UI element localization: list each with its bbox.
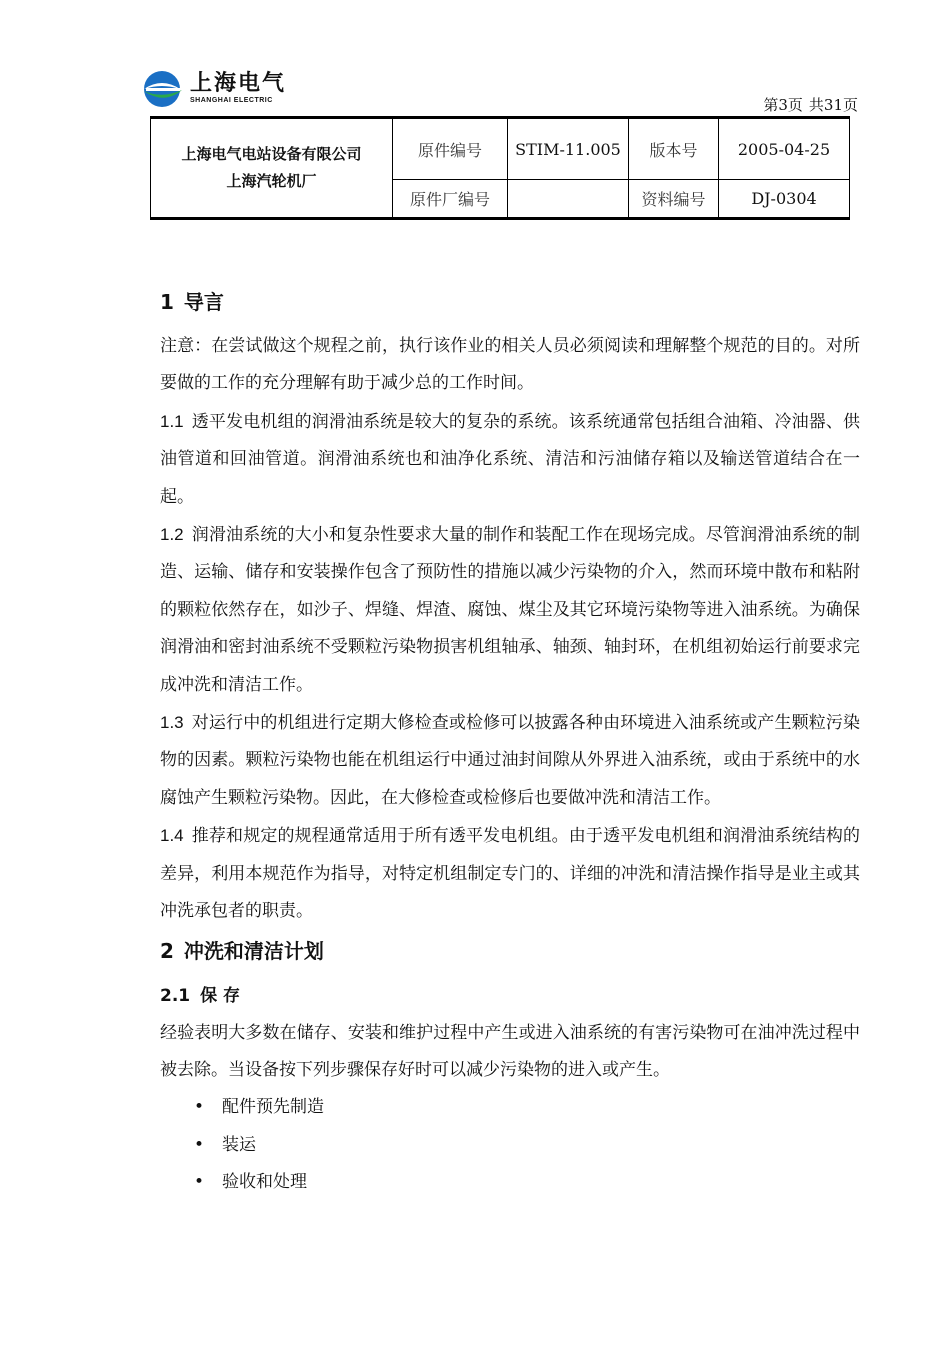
list-item: • 配件预先制造 [160,1089,860,1126]
version-value: 2005-04-25 [719,118,850,180]
item-text: 推荐和规定的规程通常适用于所有透平发电机组。由于透平发电机组和润滑油系统结构的差异，利用本规范作为指导，对特定机组制定专门的、详细的冲洗和清洁操作指导是业主或其冲洗承包者的职责。 [160,826,860,922]
item-number: 1.1 [160,411,184,431]
item-1-3 [160,704,860,817]
version-label: 版本号 [629,118,719,180]
shanghai-electric-logo-icon [142,70,186,108]
item-1-4 [160,817,860,930]
page-indicator [757,94,858,115]
factory-name: 上海汽轮机厂 [226,172,317,190]
page-total: 共31页 [808,96,858,114]
subsection-2-1-paragraph: 经验表明大多数在储存、安装和维护过程中产生或进入油系统的有害污染物可在油冲洗过程中被去除。当设备按下列步骤保存好时可以减少污染物的进入或产生。 [160,1022,860,1080]
section-2-title: 冲洗和清洁计划 [183,938,324,963]
subsection-2-1-title: 保 存 [200,985,241,1006]
item-text: 对运行中的机组进行定期大修检查或检修可以披露各种由环境进入油系统或产生颗粒污染物的因素。颗粒污染物也能在机组运行中通过油封间隙从外界进入油系统，或由于系统中的水腐蚀产生颗粒污染物。因此，在大修检查或检修后也要做冲洗和清洁工作。 [160,713,860,808]
item-number: 1.2 [160,525,184,545]
list-item: • 装运 [160,1127,860,1164]
doc-no-value: DJ-0304 [719,180,850,219]
item-number: 1.3 [160,713,184,733]
orig-factory-no-label: 原件厂编号 [393,180,508,219]
item-1-1 [160,403,860,516]
section-1-heading [160,282,860,322]
section-2-number: 2 [160,938,174,963]
list-item: • 验收和处理 [160,1164,860,1201]
doc-no-label: 资料编号 [629,180,719,219]
item-text: 润滑油系统的大小和复杂性要求大量的制作和装配工作在现场完成。尽管润滑油系统的制造、运输、储存和安装操作包含了预防性的措施以减少污染物的介入，然而环境中散布和粘附的颗粒依然存在，如沙子、焊缝、焊渣、腐蚀、煤尘及其它环境污染物等进入油系统。为确保润滑油和密封油系统不受颗粒污染物损害机组轴承、轴颈、轴封环，在机组初始运行前要求完成冲洗和清洁工作。 [160,525,860,695]
orig-no-value: STIM-11.005 [508,118,629,180]
section-2-heading [160,931,860,971]
item-1-2 [160,516,860,704]
company-name: 上海电气电站设备有限公司 [181,145,362,163]
section-1-number: 1 [160,290,174,314]
item-number: 1.4 [160,826,184,846]
orig-factory-no-value [508,180,629,219]
item-text: 透平发电机组的润滑油系统是较大的复杂的系统。该系统通常包括组合油箱、冷油器、供油管道和回油管道。润滑油系统也和油净化系统、清洁和污油储存箱以及输送管道结合在一起。 [160,411,860,507]
section-1-title: 导言 [183,290,224,314]
document-body [160,282,860,1202]
company-cell [151,118,393,219]
page-current: 第3页 [763,96,803,114]
subsection-2-1-number: 2.1 [160,985,191,1006]
company-logo [142,70,292,110]
logo-english-text: SHANGHAI ELECTRIC [190,97,273,104]
storage-steps-list [160,1089,860,1201]
orig-no-label: 原件编号 [393,118,508,180]
document-header-table [150,116,850,220]
section-1-intro: 注意：在尝试做这个规程之前，执行该作业的相关人员必须阅读和理解整个规范的目的。对所要做的工作的充分理解有助于减少总的工作时间。 [160,336,860,394]
logo-chinese-text: 上海电气 [190,71,287,96]
subsection-2-1-heading [160,977,860,1015]
